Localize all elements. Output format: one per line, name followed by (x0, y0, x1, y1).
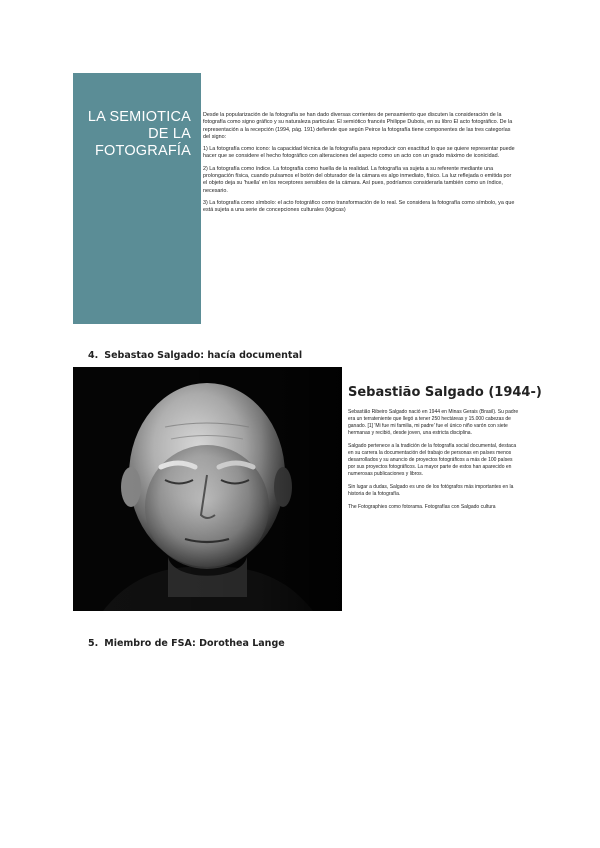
section-number: 5. (88, 638, 99, 649)
slide2-body (348, 409, 520, 517)
body-paragraph: The Fotographies como fotorama. Fotografías con Salgado cultura (348, 504, 496, 510)
slide-title-line-1: LA SEMIOTICA (87, 109, 191, 125)
body-paragraph: Salgado pertenece a la tradición de la fotografía social documental, destaca en su carrera la documentación del trabajo de personas en países menos desarrollados y su anuncio de proyectos fotográficos a más de 100 países por sus proyectos fotográficos. La mayor parte de estos han aparecido en numerosas publicaciones y libros. (348, 443, 517, 477)
section-heading-5 (88, 638, 285, 649)
slide1-body (203, 112, 515, 220)
slide2-heading: Sebastião Salgado (1944-) (348, 385, 542, 400)
body-paragraph: Sin lugar a dudas, Salgado es uno de los fotógrafos más importantes en la historia de la fotografía. (348, 484, 514, 497)
title-panel (73, 73, 201, 324)
slide-title-line-3: FOTOGRAFÍA (95, 143, 191, 159)
slide-title-line-2: DE LA (148, 126, 191, 142)
body-paragraph: Desde la popularización de la fotografía se han dado diversas corrientes de pensamiento que discuten la consideración de la fotografía como signo gráfico y su naturaleza particular. El semiótico francés Philippe Dubois, en su libro El acto fotográfico. De la representación a la recepción (1994, pág. 191) defiende que según Peirce la fotografía tiene componentes de las tres categorías del signo: (203, 112, 513, 140)
body-paragraph: 3) La fotografía como símbolo: el acto fotográfico como transformación de lo real. Se considera la fotografía como símbolo, ya que está sujeta a una serie de concepciones culturales (lógicas) (203, 199, 515, 214)
body-paragraph: Sebastião Ribeiro Salgado nació en 1944 en Minas Gerais (Brasil). Su padre era un terrateniente que llegó a tener 250 hectáreas y 15.000 cabezas de ganado. [1] 'Mi fue mi familia, mi padre' fue el único niño varón con siete hermanas y recibió, desde joven, una estricta disciplina. (348, 409, 519, 436)
slide-title (73, 109, 191, 160)
section-number: 4. (88, 350, 99, 361)
body-paragraph: 2) La fotografía como índice. La fotografía como huella de la realidad. La fotografía va sujeta a su referente mediante una prolongación física, cuando pulsamos el botón del obturador de la cámara es algo inmediato, físico. La luz reflejada o emitida por el objeto deja su 'huella' en los receptores sensibles de la cámara. Así pues, podríamos considerarla también como un índice, necesario. (203, 165, 512, 194)
section-label: Miembro de FSA: Dorothea Lange (104, 638, 285, 649)
body-paragraph: 1) La fotografía como icono: la capacidad técnica de la fotografía para reproducir con exactitud lo que se quiere representar puede hacer que se considere el hecho fotográfico con alteraciones del aspecto como un acto con un grado máximo de iconicidad. (203, 146, 515, 160)
portrait-photo (73, 367, 342, 611)
section-heading-4 (88, 350, 302, 361)
portrait-image (73, 367, 342, 611)
section-label: Sebastao Salgado: hacía documental (104, 350, 303, 361)
